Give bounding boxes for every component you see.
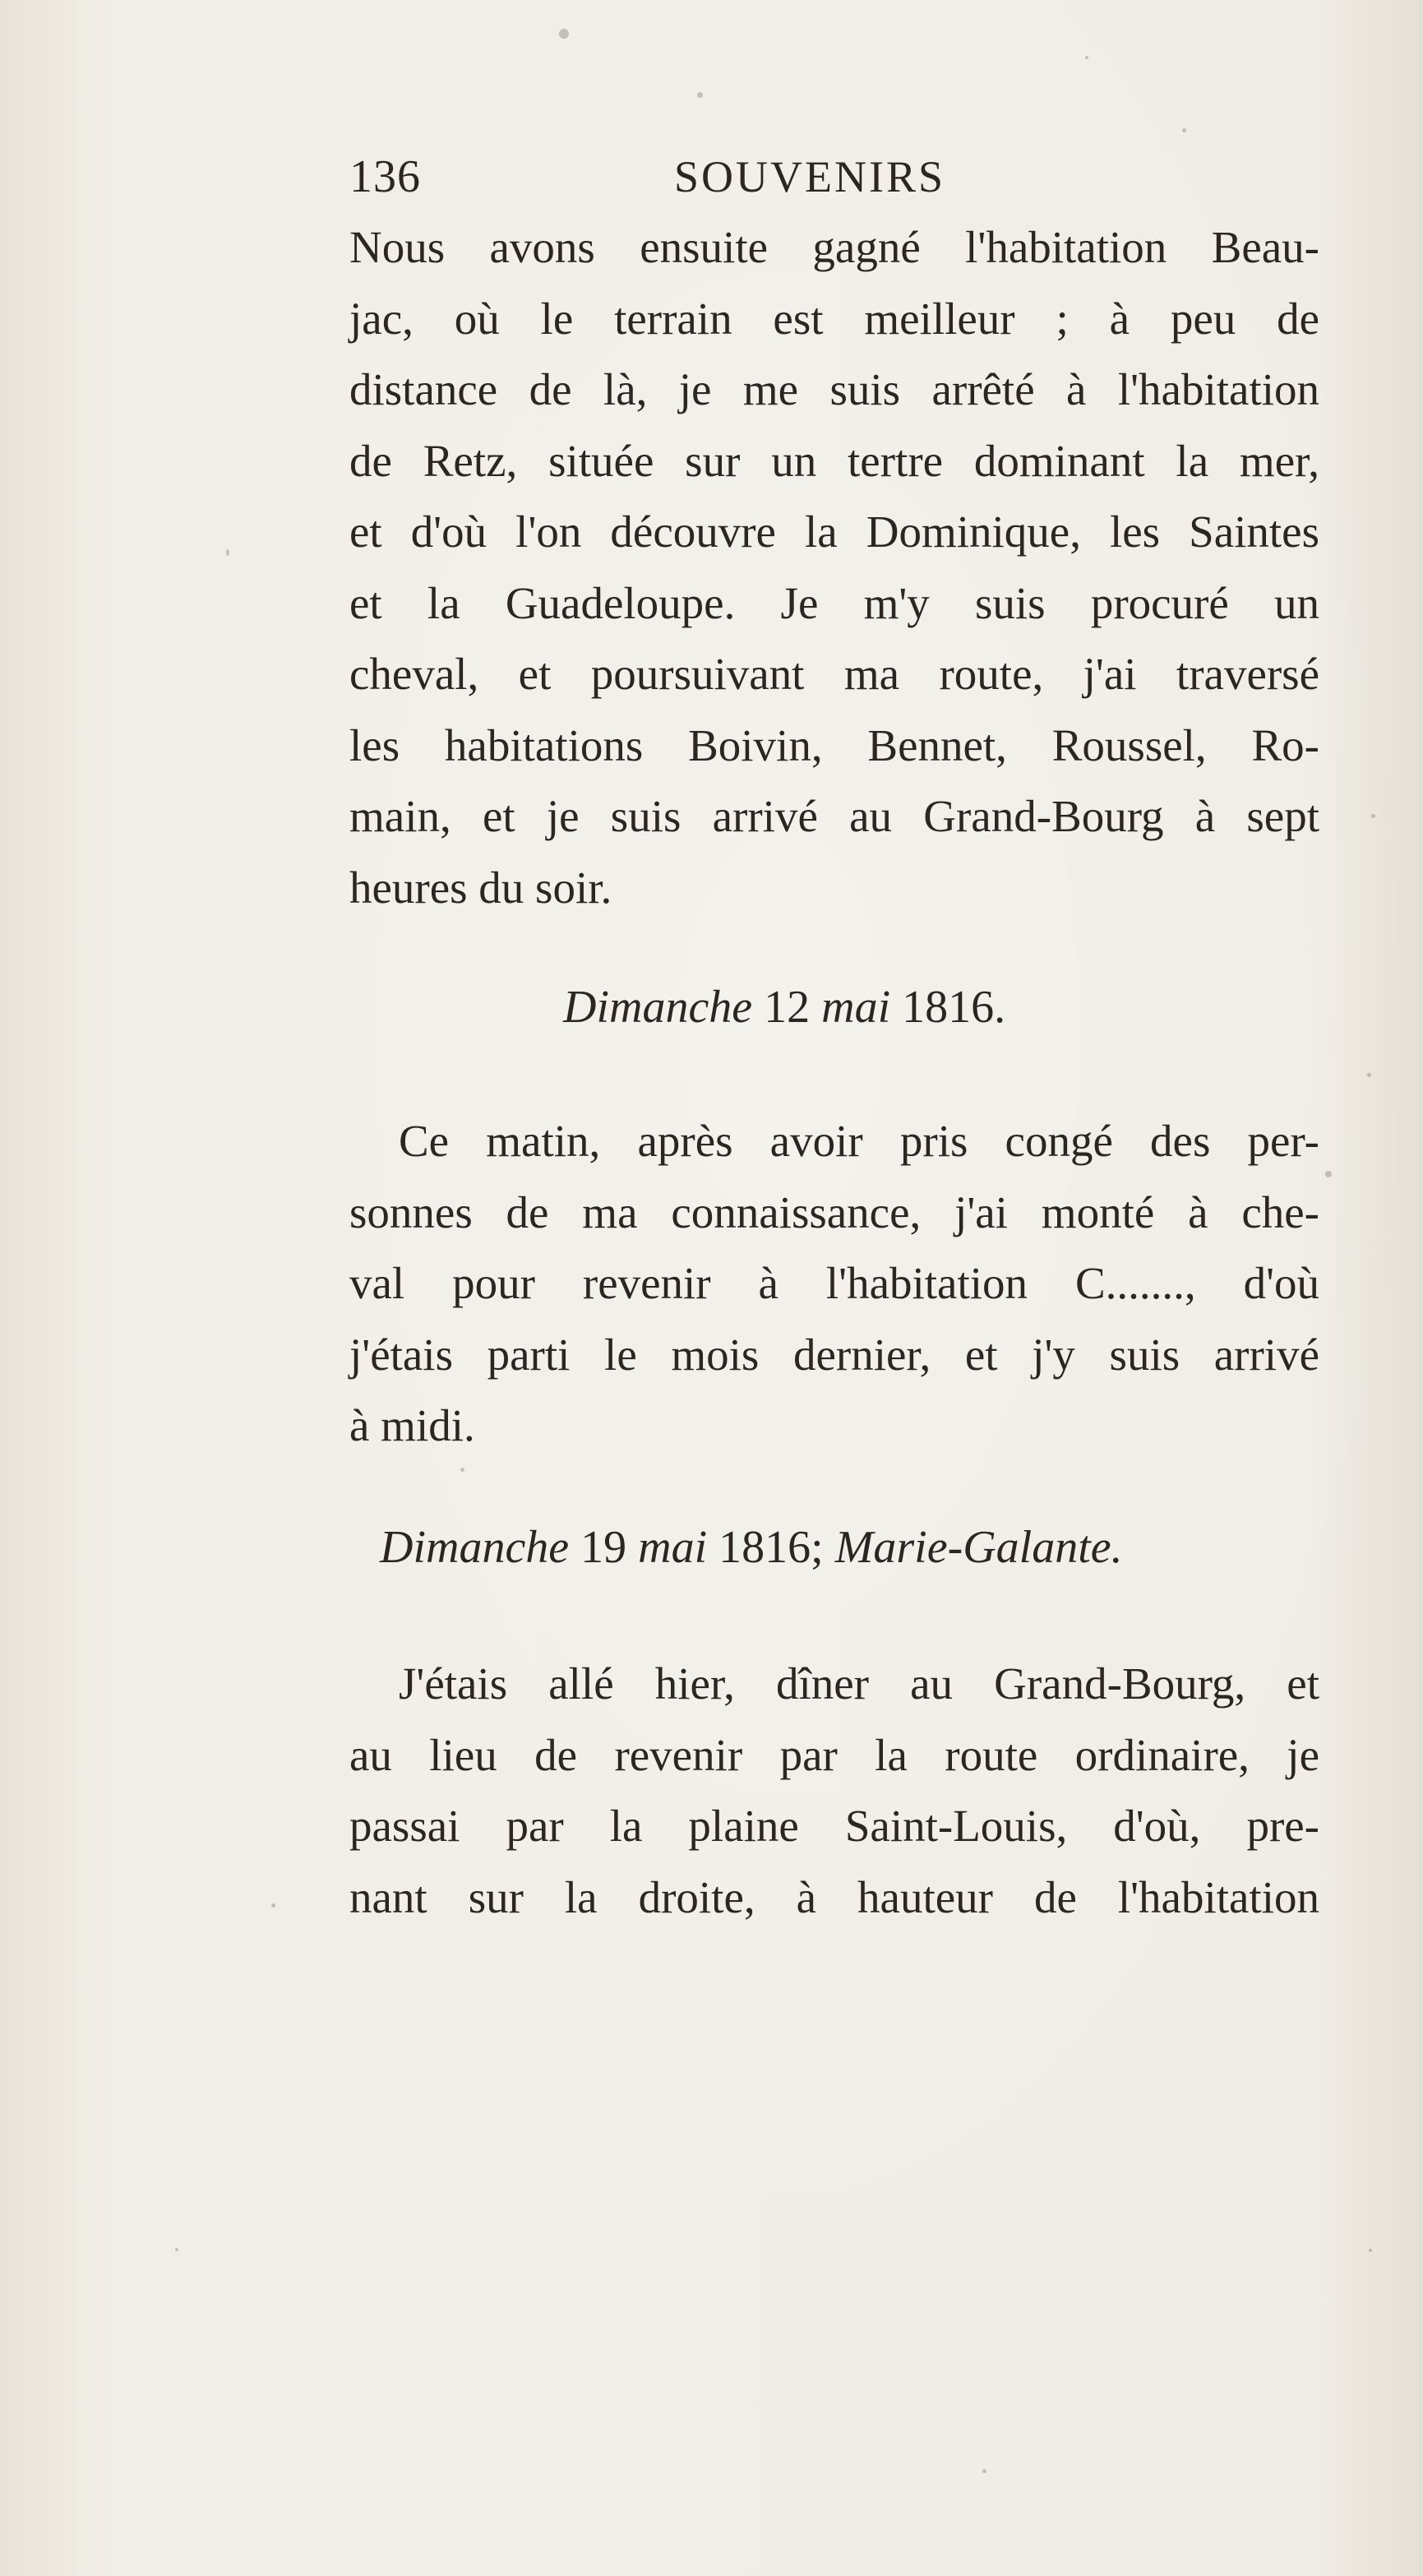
text-line: jac, où le terrain est meilleur ; à peu de	[349, 293, 1319, 344]
paragraph-3	[349, 1649, 1319, 1933]
text-line: passai par la plaine Saint-Louis, d'où, pre-	[349, 1801, 1319, 1851]
paper-speck	[697, 92, 703, 98]
paragraph-2	[349, 1106, 1319, 1462]
text-line: j'étais parti le mois dernier, et j'y suis arrivé	[349, 1329, 1319, 1380]
heading-month: mai	[821, 982, 891, 1033]
paper-speck	[271, 1903, 275, 1908]
page-header	[349, 148, 1319, 206]
paper-speck	[1325, 1171, 1332, 1177]
paper-speck	[1367, 1073, 1371, 1077]
paper-speck	[1369, 2249, 1372, 2252]
text-line: à midi.	[349, 1400, 475, 1450]
text-line: distance de là, je me suis arrêté à l'habitation	[349, 364, 1319, 414]
text-line: les habitations Boivin, Bennet, Roussel, Ro-	[349, 719, 1319, 770]
text-line: val pour revenir à l'habitation C......., d'où	[349, 1258, 1319, 1308]
text-line: Nous avons ensuite gagné l'habitation Beau-	[349, 222, 1319, 272]
text-line: heures du soir.	[349, 862, 612, 913]
heading-num: 19	[580, 1522, 627, 1573]
text-line: au lieu de revenir par la route ordinaire, je	[349, 1729, 1319, 1780]
paper-speck	[982, 2469, 986, 2473]
date-heading-1	[563, 974, 1005, 1040]
text-line: nant sur la droite, à hauteur de l'habitation	[349, 1871, 1319, 1922]
heading-place: Marie-Galante.	[834, 1522, 1123, 1573]
paper-speck	[460, 1468, 464, 1472]
text-line: de Retz, située sur un tertre dominant la mer,	[349, 435, 1319, 486]
text-line: cheval, et poursuivant ma route, j'ai traversé	[349, 649, 1319, 699]
heading-num: 12	[764, 982, 811, 1033]
paper-speck	[226, 549, 229, 556]
heading-year: 1816;	[718, 1522, 824, 1573]
text-line: Ce matin, après avoir pris congé des per-	[399, 1116, 1319, 1166]
page-number: 136	[349, 151, 421, 202]
paper-speck	[559, 29, 569, 39]
running-head: SOUVENIRS	[674, 152, 946, 201]
text-line: et la Guadeloupe. Je m'y suis procuré un	[349, 577, 1319, 628]
text-line: main, et je suis arrivé au Grand-Bourg à sept	[349, 791, 1319, 841]
heading-month: mai	[638, 1522, 708, 1573]
paper-speck	[175, 2248, 178, 2251]
text-line: J'étais allé hier, dîner au Grand-Bourg, et	[399, 1658, 1319, 1709]
text-line: sonnes de ma connaissance, j'ai monté à che-	[349, 1186, 1319, 1237]
text-line: et d'où l'on découvre la Dominique, les Saintes	[349, 506, 1319, 557]
heading-year: 1816.	[902, 982, 1006, 1033]
heading-day: Dimanche	[380, 1522, 570, 1573]
heading-day: Dimanche	[563, 982, 753, 1033]
date-heading-2	[380, 1515, 1123, 1580]
paper-speck	[1371, 814, 1375, 818]
paragraph-1	[349, 212, 1319, 923]
paper-speck	[1085, 56, 1088, 59]
paper-speck	[1182, 128, 1186, 132]
